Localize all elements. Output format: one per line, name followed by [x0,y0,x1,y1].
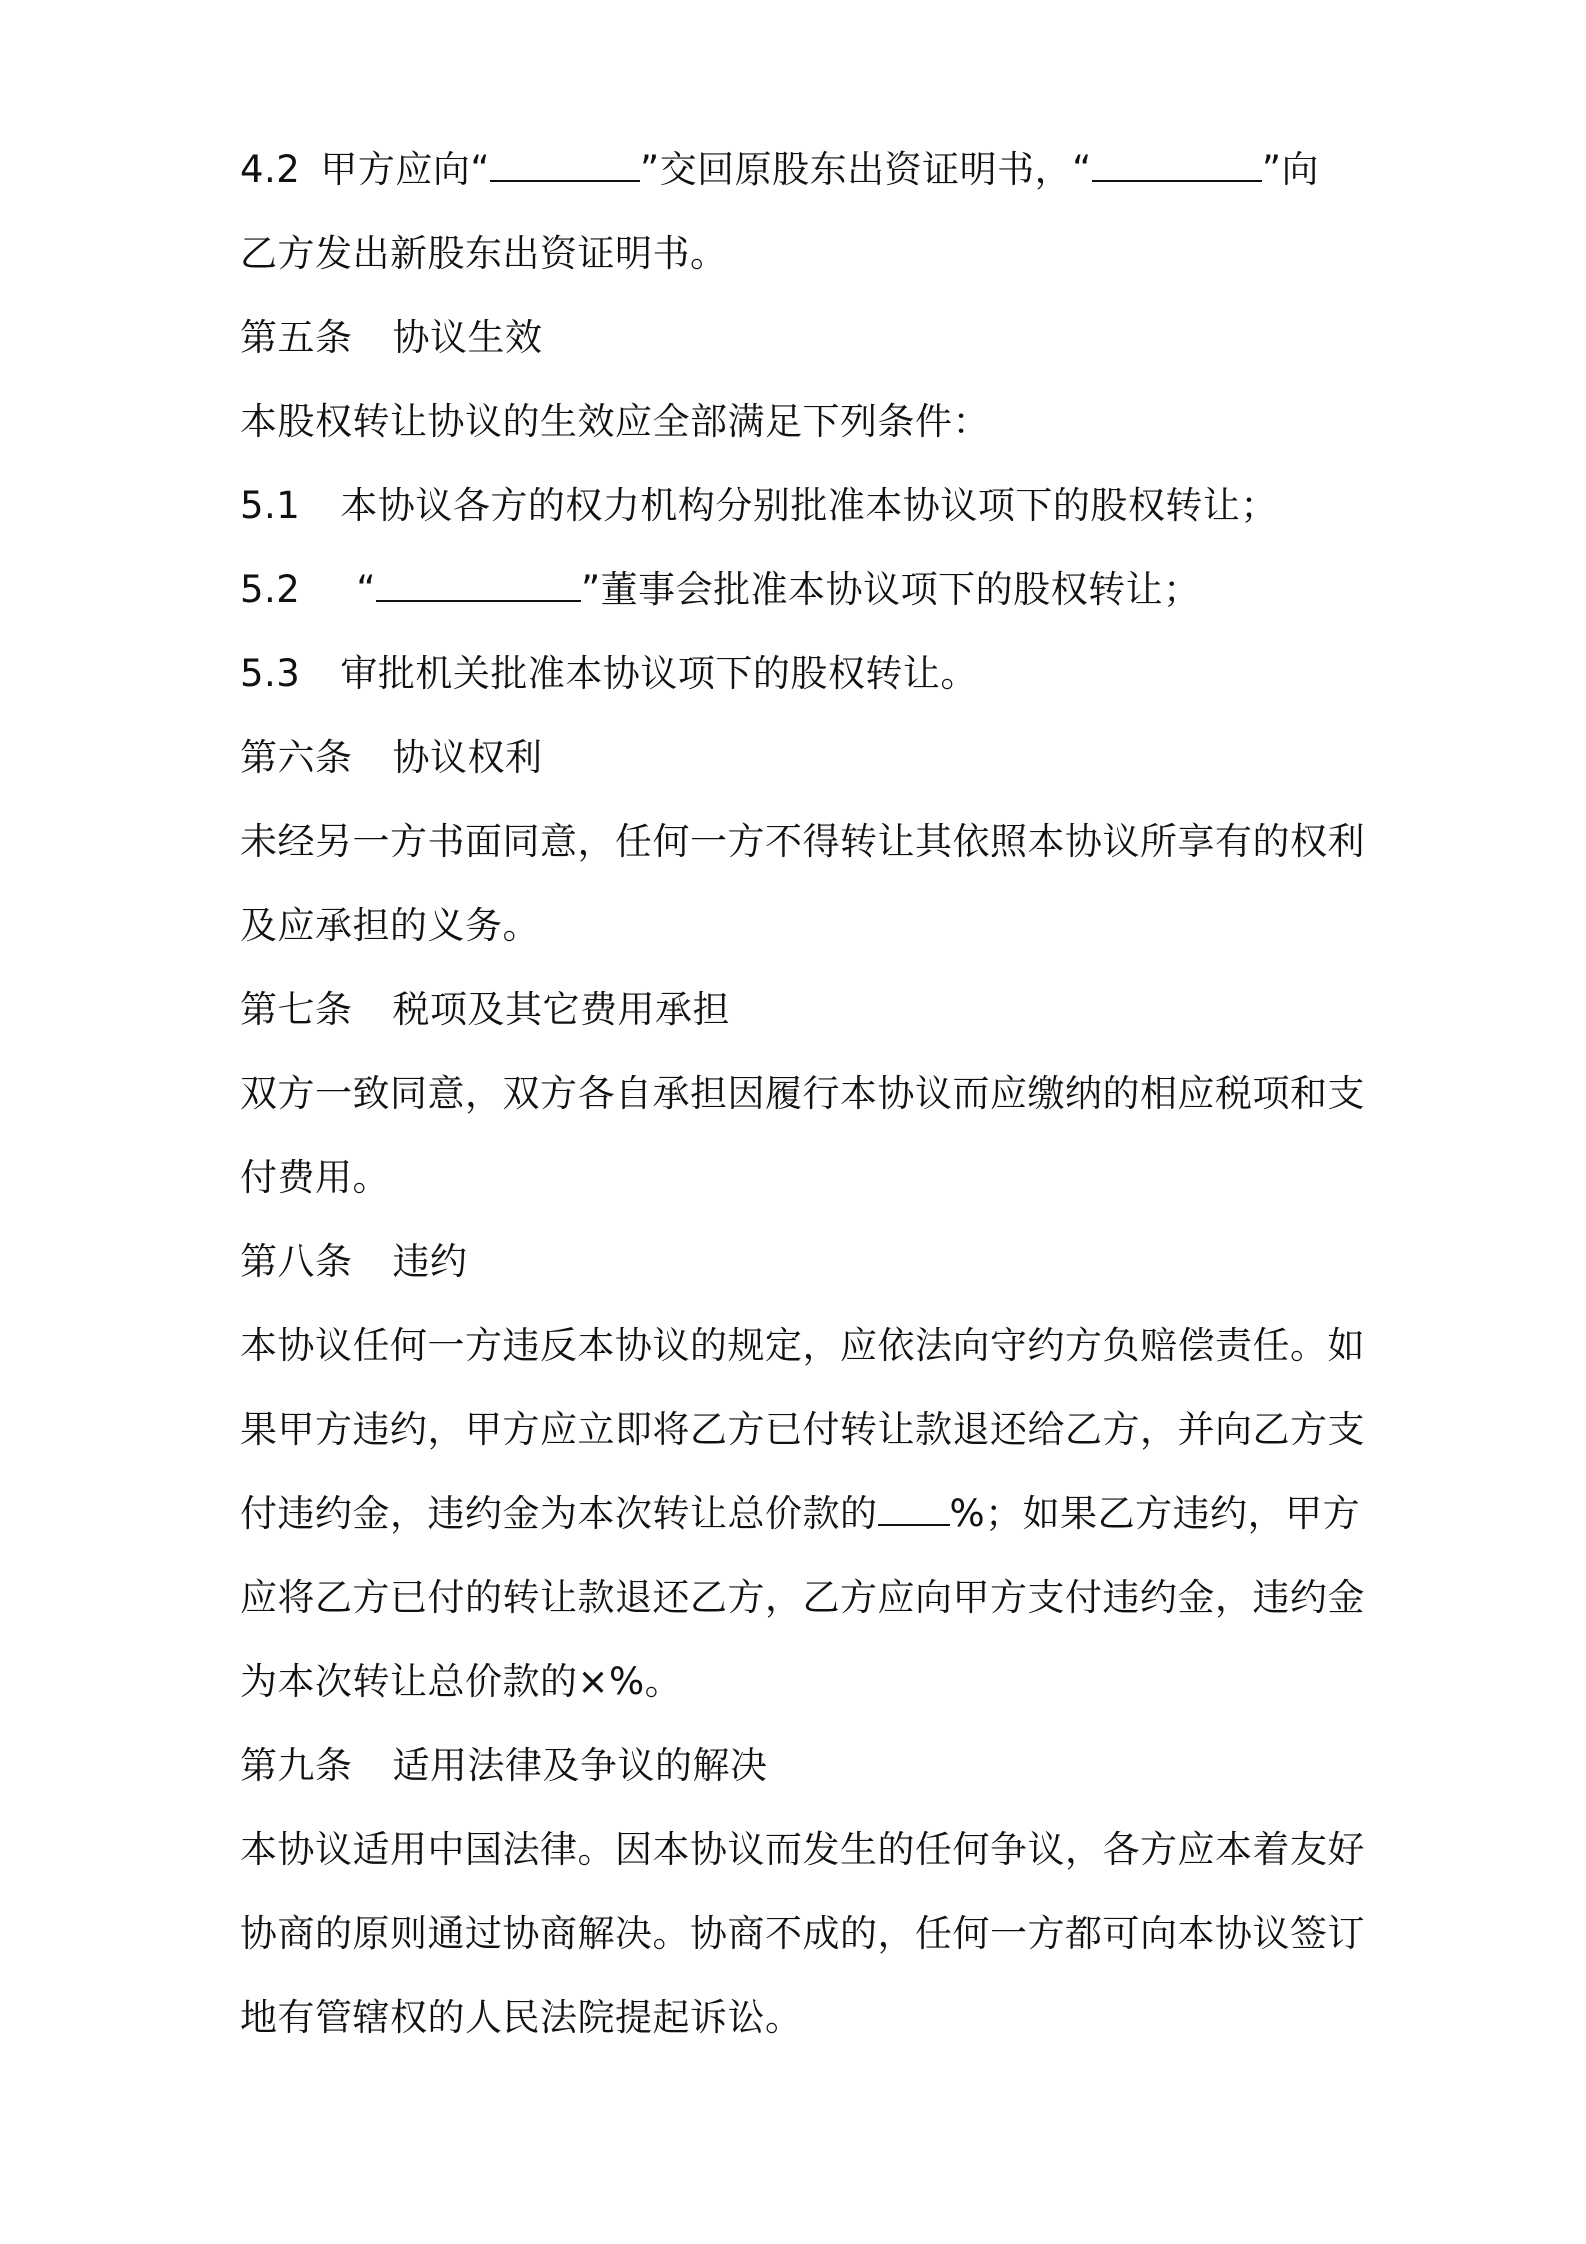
clause-text: %；如果乙方违约，甲方 [949,1492,1361,1535]
article-5-intro: 本股权转让协议的生效应全部满足下列条件： [240,400,990,443]
article-title: 税项及其它费用承担 [392,988,730,1031]
article-9-line-1: 本协议适用中国法律。因本协议而发生的任何争议，各方应本着友好 [240,1828,1365,1871]
clause-number: 5.3 [240,652,301,695]
article-6-heading [240,716,1370,800]
clause-number: 5.2 [240,568,301,611]
article-label: 第五条 [240,316,353,359]
article-8-line-1: 本协议任何一方违反本协议的规定，应依法向守约方负赔偿责任。如 [240,1324,1365,1367]
article-9-line-2: 协商的原则通过协商解决。协商不成的，任何一方都可向本协议签订 [240,1912,1365,1955]
agreement-page [240,128,1370,2060]
fill-blank[interactable] [490,150,640,182]
article-7-line-2: 付费用。 [240,1156,390,1199]
clause-text: “ [356,568,377,611]
fill-blank[interactable] [376,570,581,602]
article-8-line-5: 为本次转让总价款的×%。 [240,1660,683,1703]
clause-text: 付违约金，违约金为本次转让总价款的 [240,1492,878,1535]
article-label: 第七条 [240,988,353,1031]
article-9-line-3: 地有管辖权的人民法院提起诉讼。 [240,1996,803,2039]
clause-number: 5.1 [240,484,301,527]
clause-4-2-line-2: 乙方发出新股东出资证明书。 [240,232,728,275]
article-8-line-2: 果甲方违约，甲方应立即将乙方已付转让款退还给乙方，并向乙方支 [240,1408,1365,1451]
article-8-line-4: 应将乙方已付的转让款退还乙方，乙方应向甲方支付违约金，违约金 [240,1576,1365,1619]
article-8-heading [240,1220,1370,1304]
article-title: 违约 [392,1240,468,1283]
clause-text: ”交回原股东出资证明书，“ [640,148,1092,191]
article-9-heading [240,1724,1370,1808]
article-title: 协议生效 [392,316,543,359]
article-title: 协议权利 [392,736,543,779]
article-title: 适用法律及争议的解决 [392,1744,768,1787]
article-6-line-1: 未经另一方书面同意，任何一方不得转让其依照本协议所享有的权利 [240,820,1365,863]
article-label: 第九条 [240,1744,353,1787]
clause-text: 本协议各方的权力机构分别批准本协议项下的股权转让； [340,484,1278,527]
article-5-heading [240,296,1370,380]
clause-text: ”董事会批准本协议项下的股权转让； [581,568,1201,611]
clause-5-2 [240,548,1370,632]
clause-number: 4.2 [240,148,301,191]
clause-text: 审批机关批准本协议项下的股权转让。 [340,652,978,695]
article-label: 第六条 [240,736,353,779]
clause-5-3 [240,632,1370,716]
clause-4-2-line-1 [240,128,1370,212]
article-label: 第八条 [240,1240,353,1283]
fill-blank[interactable] [878,1494,950,1526]
article-8-line-3 [240,1472,1370,1556]
clause-text: 甲方应向“ [320,148,491,191]
article-6-line-2: 及应承担的义务。 [240,904,540,947]
article-7-line-1: 双方一致同意，双方各自承担因履行本协议而应缴纳的相应税项和支 [240,1072,1365,1115]
fill-blank[interactable] [1092,150,1262,182]
clause-5-1 [240,464,1370,548]
article-7-heading [240,968,1370,1052]
clause-text: ”向 [1261,148,1320,191]
